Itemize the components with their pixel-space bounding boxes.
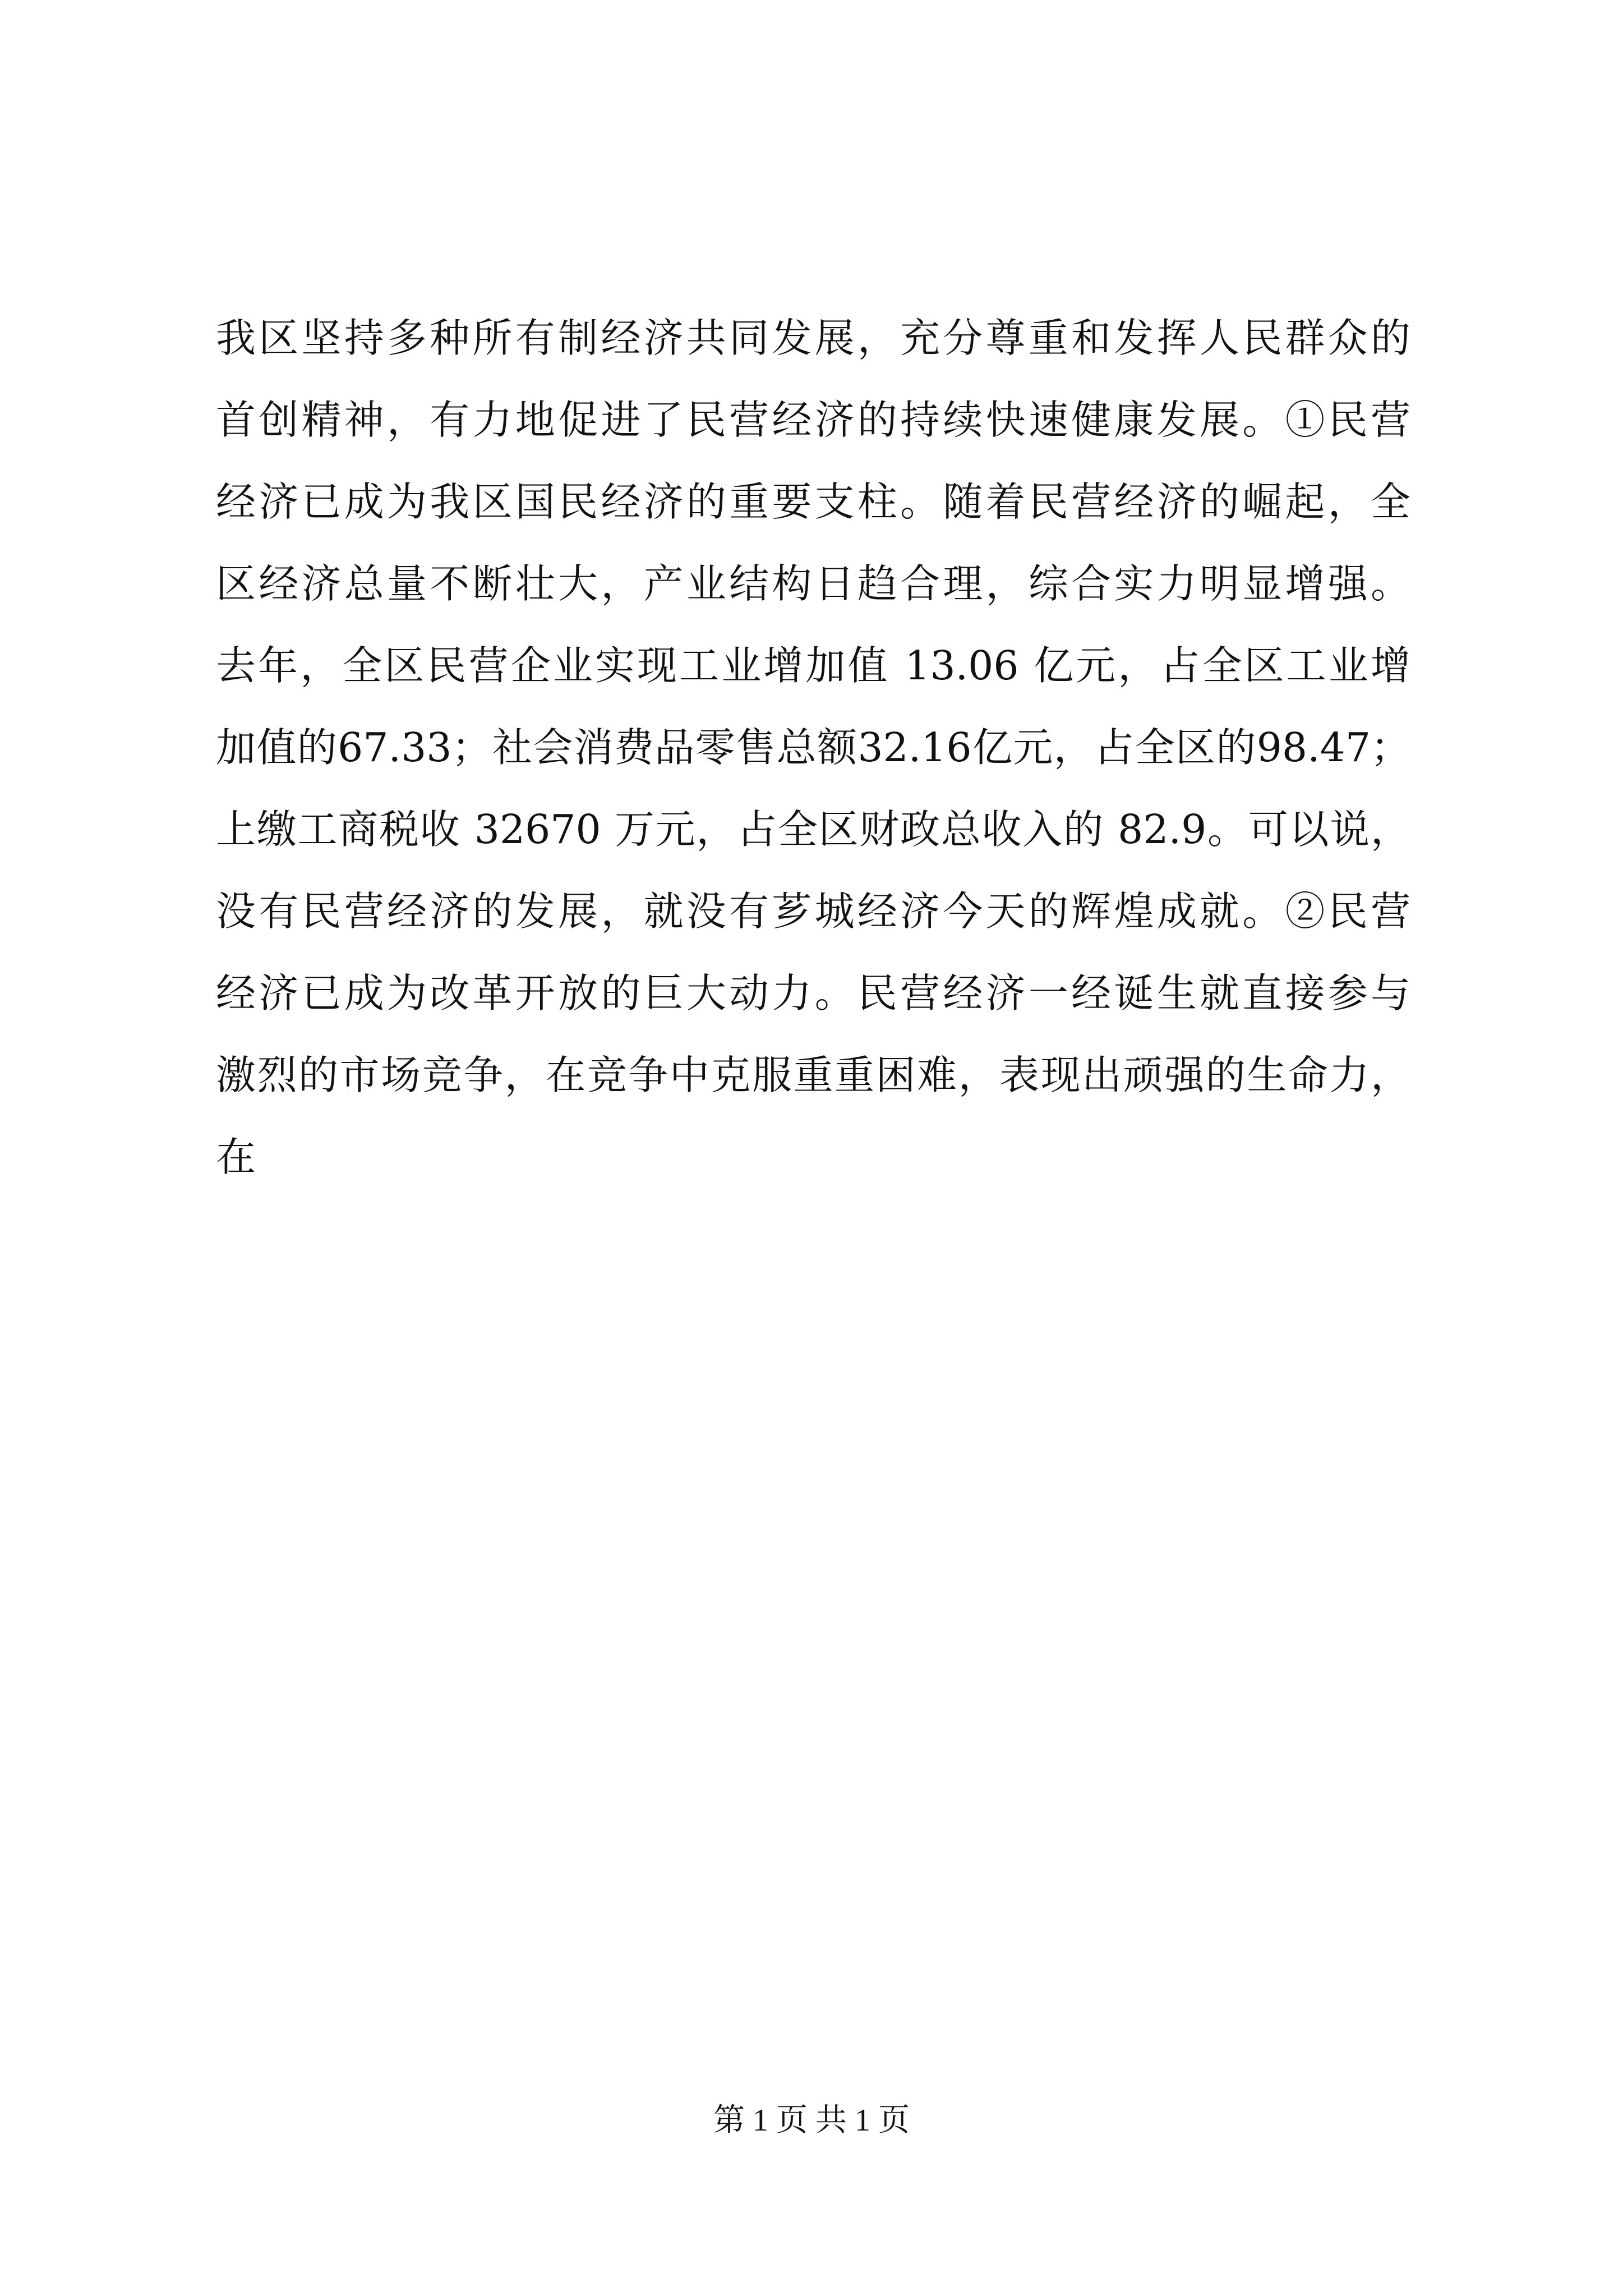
text-line: 区经济总量不断壮大，产业结构日趋合理，综合实力明显增强。 xyxy=(216,560,1410,607)
text-line-last: 在 xyxy=(216,1134,256,1180)
text-line: 激烈的市场竞争，在竞争中克服重重困难，表现出顽强的生命力， xyxy=(216,1052,1410,1098)
text-line: 经济已成为我区国民经济的重要支柱。随着民营经济的崛起，全 xyxy=(216,478,1410,525)
text-line: 去年，全区民营企业实现工业增加值 13.06 亿元，占全区工业增 xyxy=(216,642,1410,689)
text-line: 我区坚持多种所有制经济共同发展，充分尊重和发挥人民群众的 xyxy=(216,315,1410,361)
body-paragraph xyxy=(216,297,1410,1198)
text-line: 上缴工商税收 32670 万元，占全区财政总收入的 82.9。可以说， xyxy=(216,806,1410,853)
text-line: 加值的67.33；社会消费品零售总额32.16亿元，占全区的98.47； xyxy=(216,724,1410,771)
page-number-label: 第 1 页 共 1 页 xyxy=(713,2103,910,2138)
text-line: 没有民营经济的发展，就没有芗城经济今天的辉煌成就。②民营 xyxy=(216,888,1410,935)
text-line: 经济已成为改革开放的巨大动力。民营经济一经诞生就直接参与 xyxy=(216,970,1410,1016)
page-footer xyxy=(0,2098,1623,2143)
text-line: 首创精神，有力地促进了民营经济的持续快速健康发展。①民营 xyxy=(216,397,1410,443)
